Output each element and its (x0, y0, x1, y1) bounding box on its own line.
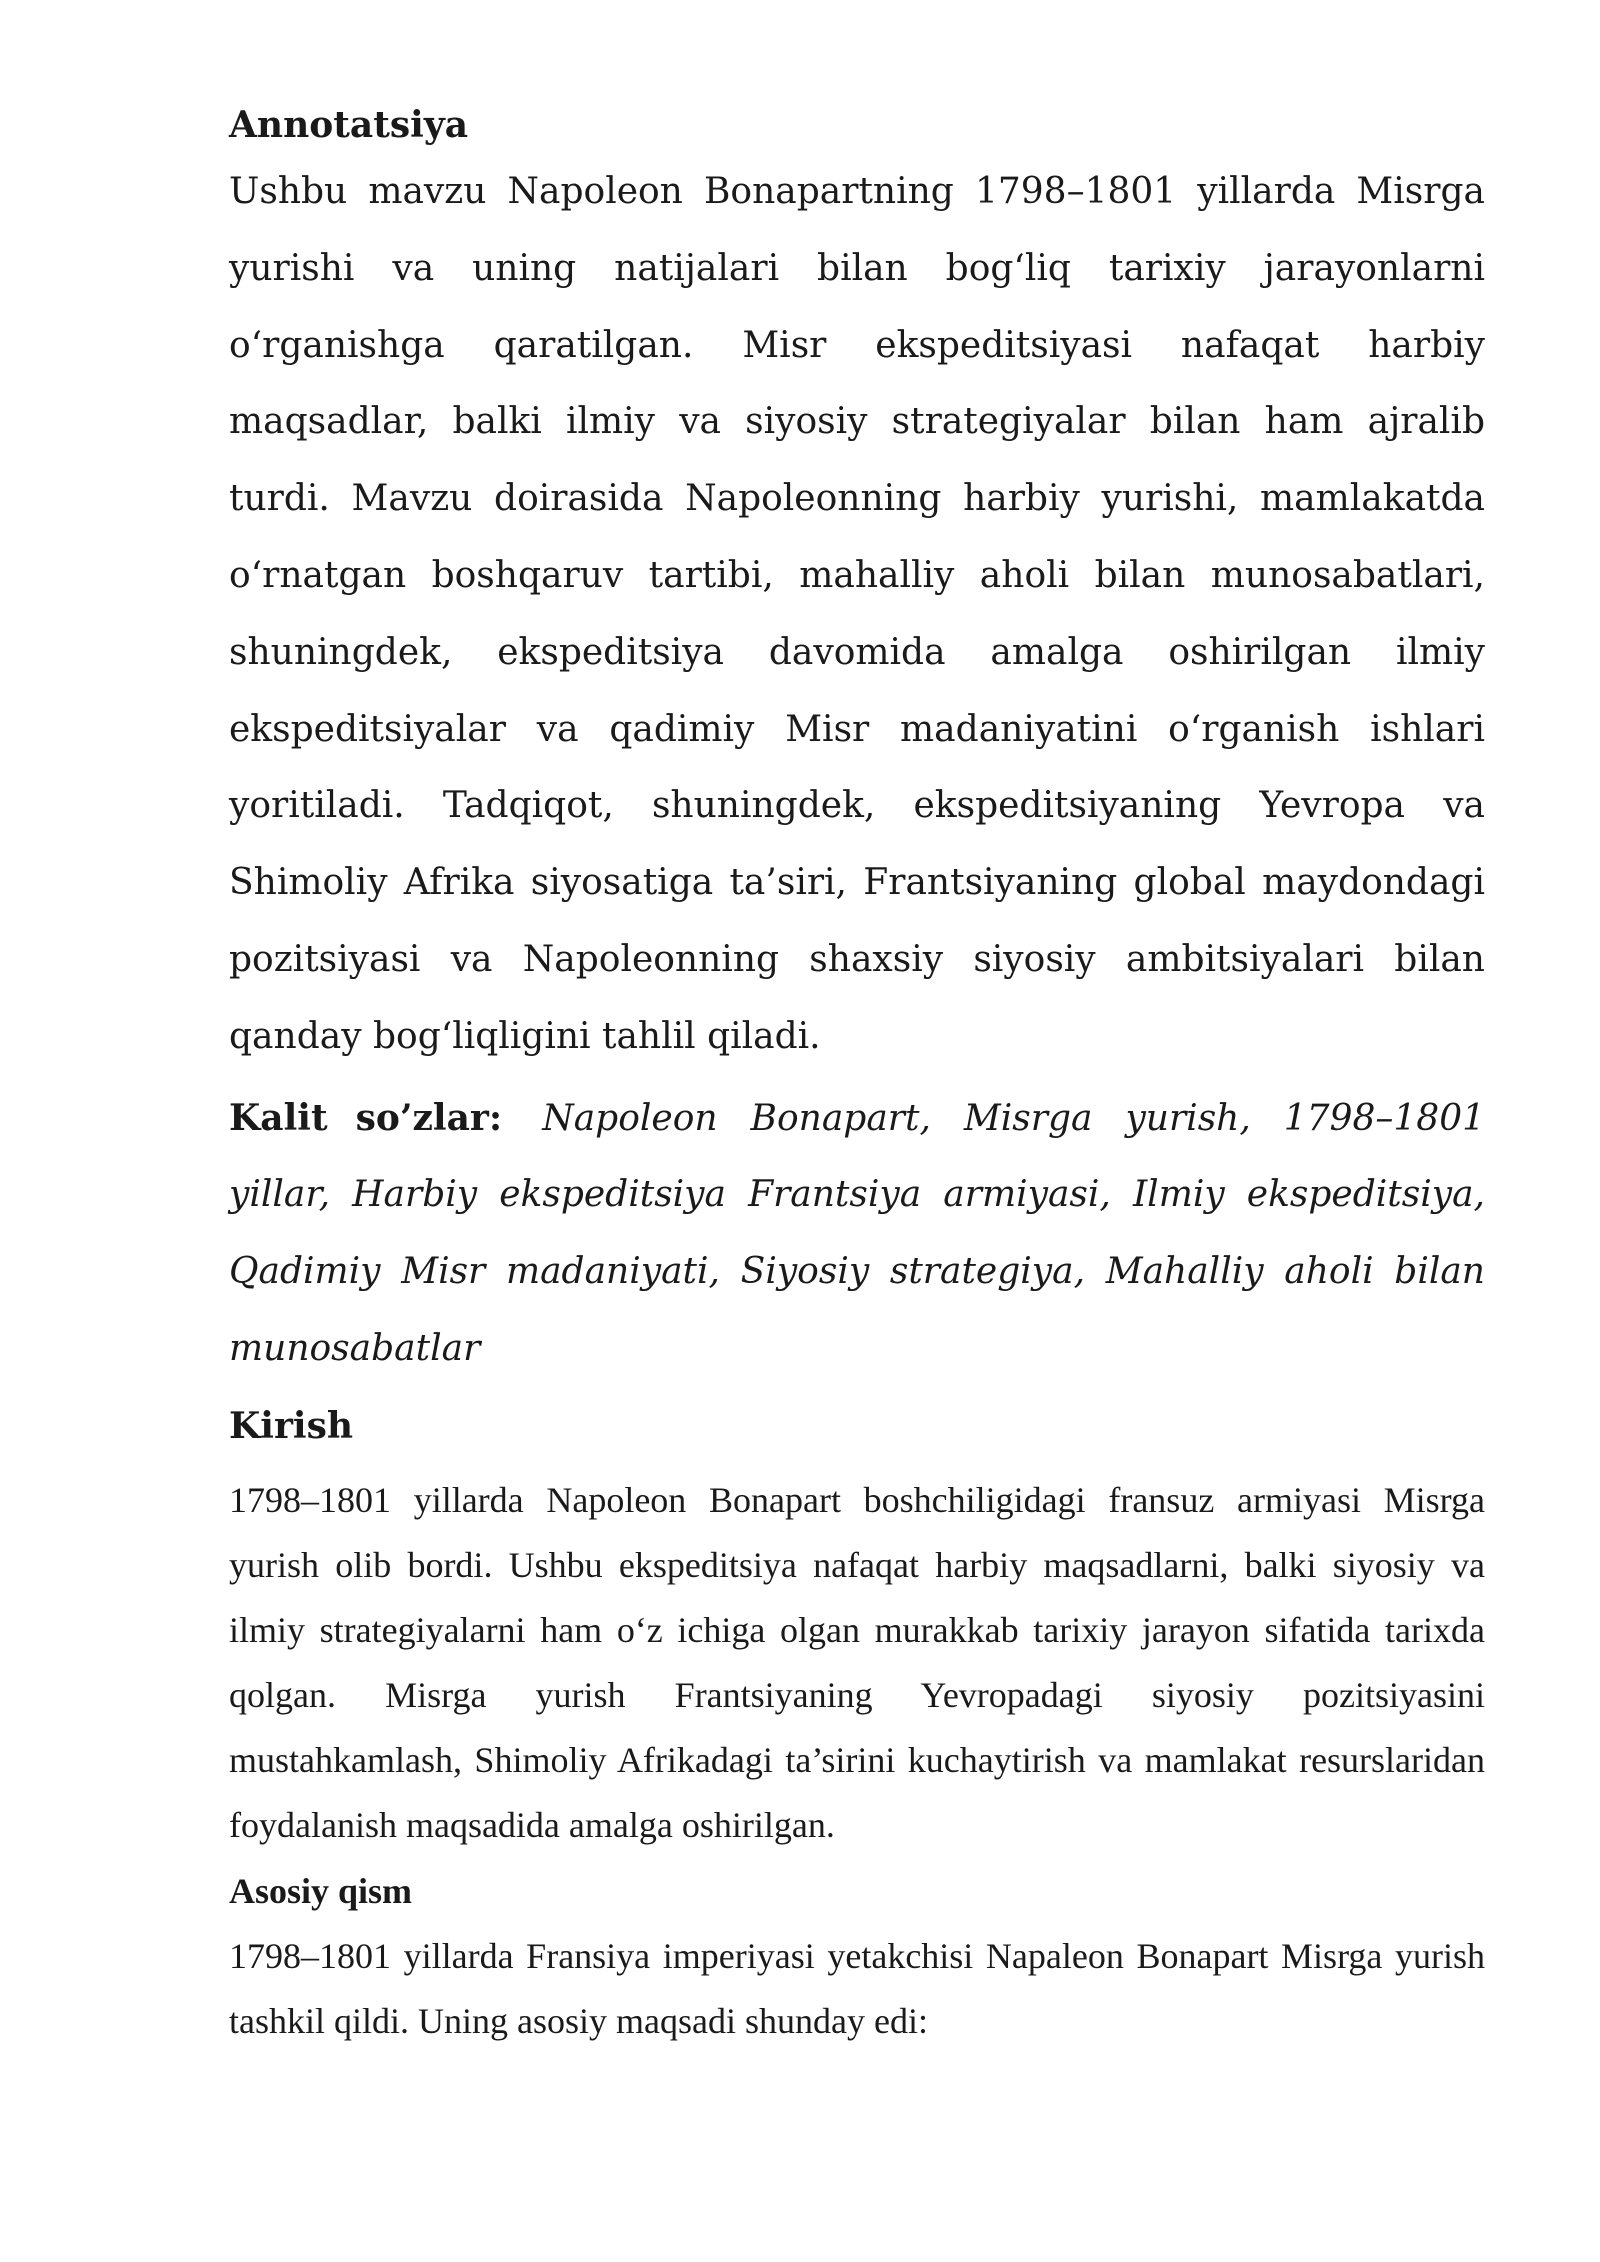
introduction-heading: Kirish (229, 1404, 354, 1447)
keywords-paragraph (229, 1080, 1485, 1388)
document-page (229, 96, 1485, 2054)
main-part-heading: Asosiy qism (229, 1870, 413, 1911)
annotation-heading: Annotatsiya (229, 104, 469, 146)
keywords-label: Kalit so’zlar: (229, 1096, 503, 1139)
introduction-body: 1798–1801 yillarda Napoleon Bonapart boshchiligidagi fransuz armiyasi Misrga yurish olib bordi. Ushbu ekspeditsiya nafaqat harbiy maqsadlarni, balki siyosiy va ilmiy strategiyalarni ham o‘z ichiga olgan murakkab tarixiy jarayon sifatida tarixda qolgan. Misrga yurish Frantsiyaning Yevropadagi siyosiy pozitsiyasini mustahkamlash, Shimoliy Afrikadagi ta’sirini kuchaytirish va mamlakat resurslaridan foydalanish maqsadida amalga oshirilgan. (229, 1479, 1485, 1845)
main-part-body: 1798–1801 yillarda Fransiya imperiyasi yetakchisi Napaleon Bonapart Misrga yurish tashkil qildi. Uning asosiy maqsadi shunday edi: (229, 1935, 1485, 2041)
annotation-body: Ushbu mavzu Napoleon Bonapartning 1798–1801 yillarda Misrga yurishi va uning natijalari bilan bog‘liq tarixiy jarayonlarni o‘rganishga qaratilgan. Misr ekspeditsiyasi nafaqat harbiy maqsadlar, balki ilmiy va siyosiy strategiyalar bilan ham ajralib turdi. Mavzu doirasida Napoleonning harbiy yurishi, mamlakatda o‘rnatgan boshqaruv tartibi, mahalliy aholi bilan munosabatlari, shuningdek, ekspeditsiya davomida amalga oshirilgan ilmiy ekspeditsiyalar va qadimiy Misr madaniyatini o‘rganish ishlari yoritiladi. Tadqiqot, shuningdek, ekspeditsiyaning Yevropa va Shimoliy Afrika siyosatiga ta’siri, Frantsiyaning global maydondagi pozitsiyasi va Napoleonning shaxsiy siyosiy ambitsiyalari bilan qanday bog‘liqligini tahlil qiladi. (229, 171, 1485, 1057)
keywords-text: Napoleon Bonapart, Misrga yurish, 1798–1801 yillar, Harbiy ekspeditsiya Frantsiya armiyasi, Ilmiy ekspeditsiya, Qadimiy Misr madaniyati, Siyosiy strategiya, Mahalliy aholi bilan munosabatlar (229, 1097, 1485, 1369)
